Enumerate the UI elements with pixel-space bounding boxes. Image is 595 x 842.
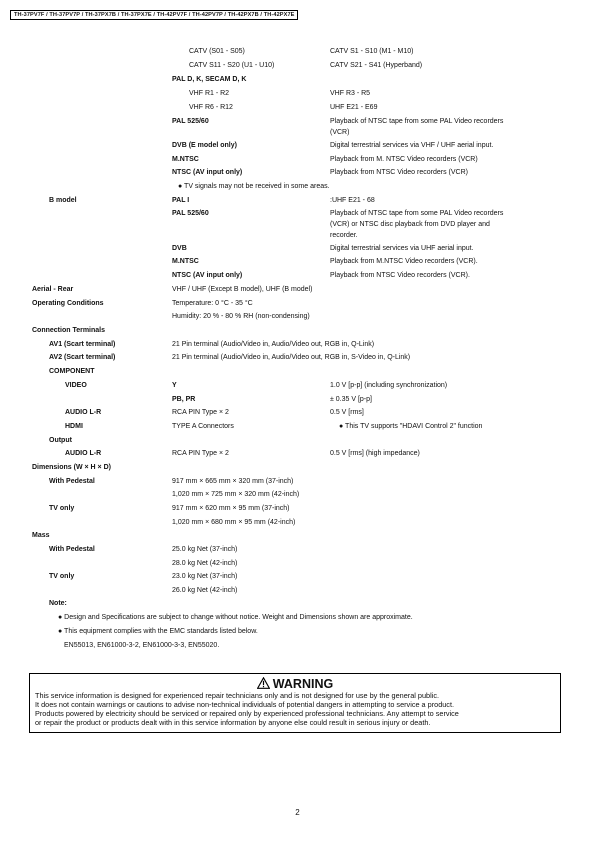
spec-detail: 0.5 V [rms] (high impedance) bbox=[330, 450, 420, 457]
spec-value: Humidity: 20 % - 80 % RH (non-condensing) bbox=[172, 313, 310, 320]
spec-detail: Playback from M.NTSC Video recorders (VCR). bbox=[330, 258, 478, 265]
spec-value: VHF / UHF (Except B model), UHF (B model) bbox=[172, 286, 313, 293]
spec-detail: UHF E21 - E69 bbox=[330, 104, 378, 111]
spec-subheading: PAL D, K, SECAM D, K bbox=[172, 76, 247, 83]
spec-detail: Playback of NTSC tape from some PAL Video recorders bbox=[330, 210, 504, 217]
spec-label: HDMI bbox=[65, 423, 83, 430]
spec-value: 21 Pin terminal (Audio/Video in, Audio/Video out, RGB in, S-Video in, Q-Link) bbox=[172, 354, 411, 361]
spec-detail: ● This TV supports "HDAVI Control 2" function bbox=[339, 423, 483, 430]
spec-detail: Playback of NTSC tape from some PAL Video recorders bbox=[330, 118, 504, 125]
spec-value: 25.0 kg Net (37-inch) bbox=[172, 546, 238, 553]
spec-detail: recorder. bbox=[330, 232, 358, 239]
spec-subheading: PAL 525/60 bbox=[172, 118, 209, 125]
warning-text: This service information is designed for experienced repair technicians only and is not designed for use by the general public. bbox=[35, 691, 439, 700]
spec-detail: CATV S1 - S10 (M1 - M10) bbox=[330, 48, 414, 55]
spec-detail: Playback from NTSC Video recorders (VCR). bbox=[330, 272, 470, 279]
spec-value: RCA PIN Type × 2 bbox=[172, 409, 229, 416]
spec-subheading: NTSC (AV input only) bbox=[172, 169, 243, 176]
spec-subheading: DVB (E model only) bbox=[172, 142, 237, 149]
spec-label: Output bbox=[49, 437, 72, 444]
warning-title-row bbox=[30, 677, 560, 692]
spec-label: With Pedestal bbox=[49, 546, 95, 553]
note-line: ● Design and Specifications are subject to change without notice. Weight and Dimensions shown are approximate. bbox=[58, 614, 413, 621]
spec-label: VIDEO bbox=[65, 382, 87, 389]
spec-detail: CATV S21 - S41 (Hyperband) bbox=[330, 62, 423, 69]
spec-detail: Playback from M. NTSC Video recorders (VCR) bbox=[330, 156, 478, 163]
spec-label: Dimensions (W × H × D) bbox=[32, 464, 111, 471]
spec-label: AV1 (Scart terminal) bbox=[49, 341, 116, 348]
spec-label: TV only bbox=[49, 505, 75, 512]
spec-value: RCA PIN Type × 2 bbox=[172, 450, 229, 457]
spec-detail: Digital terrestrial services via UHF aerial input. bbox=[330, 245, 474, 252]
spec-subheading: PAL 525/60 bbox=[172, 210, 209, 217]
spec-value: VHF R6 - R12 bbox=[189, 104, 233, 111]
spec-detail: (VCR) bbox=[330, 129, 350, 136]
warning-text: Products powered by electricity should be serviced or repaired only by experienced professional technicians. Any attempt to service bbox=[35, 709, 459, 718]
spec-value: 28.0 kg Net (42-inch) bbox=[172, 560, 238, 567]
spec-label: TV only bbox=[49, 573, 75, 580]
warning-box bbox=[29, 673, 561, 733]
spec-label: AUDIO L-R bbox=[65, 450, 102, 457]
spec-label: AV2 (Scart terminal) bbox=[49, 354, 116, 361]
spec-detail: 0.5 V [rms] bbox=[330, 409, 364, 416]
warning-title: WARNING bbox=[272, 677, 334, 691]
spec-label: Operating Conditions bbox=[32, 300, 104, 307]
spec-label: Aerial - Rear bbox=[32, 286, 74, 293]
spec-label: Connection Terminals bbox=[32, 327, 105, 334]
reception-note: ● TV signals may not be received in some areas. bbox=[178, 183, 330, 190]
spec-detail: Playback from NTSC Video recorders (VCR) bbox=[330, 169, 468, 176]
spec-value: Temperature: 0 °C - 35 °C bbox=[172, 300, 253, 307]
spec-subheading: DVB bbox=[172, 245, 187, 252]
spec-detail: :UHF E21 - 68 bbox=[330, 197, 375, 204]
spec-label: COMPONENT bbox=[49, 368, 95, 375]
spec-value: CATV (S01 - S05) bbox=[189, 48, 245, 55]
warning-text: It does not contain warnings or cautions to advise non-technical individuals of potential dangers in attempting to service a product. bbox=[35, 700, 455, 709]
spec-value: 1,020 mm × 725 mm × 320 mm (42-inch) bbox=[172, 491, 300, 498]
spec-subheading: Y bbox=[172, 382, 177, 389]
model-header: TH-37PV7F / TH-37PV7P / TH-37PX7B / TH-37PX7E / TH-42PV7F / TH-42PV7P / TH-42PX7B / TH-42PX7E bbox=[10, 10, 298, 20]
spec-value: CATV S11 - S20 (U1 - U10) bbox=[189, 62, 275, 69]
spec-subheading: PB, PR bbox=[172, 396, 196, 403]
spec-value: 26.0 kg Net (42-inch) bbox=[172, 587, 238, 594]
note-line: ● This equipment complies with the EMC standards listed below. bbox=[58, 628, 258, 635]
warning-text: or repair the product or products dealt with in this service information by anyone else could result in serious injury or death. bbox=[35, 718, 431, 727]
warning-triangle-icon bbox=[257, 677, 270, 692]
spec-label: AUDIO L-R bbox=[65, 409, 102, 416]
note-line: EN55013, EN61000-3-2, EN61000-3-3, EN55020. bbox=[64, 642, 220, 649]
spec-value: 23.0 kg Net (37-inch) bbox=[172, 573, 238, 580]
spec-detail: Digital terrestrial services via VHF / UHF aerial input. bbox=[330, 142, 494, 149]
spec-value: 1,020 mm × 680 mm × 95 mm (42-inch) bbox=[172, 519, 296, 526]
spec-detail: VHF R3 - R5 bbox=[330, 90, 371, 97]
spec-value: TYPE A Connectors bbox=[172, 423, 234, 430]
spec-label: With Pedestal bbox=[49, 478, 95, 485]
spec-detail: (VCR) or NTSC disc playback from DVD player and bbox=[330, 221, 490, 228]
spec-label: Mass bbox=[32, 532, 50, 539]
spec-detail: 1.0 V [p-p] (including synchronization) bbox=[330, 382, 448, 389]
spec-subheading: M.NTSC bbox=[172, 258, 199, 265]
spec-detail: ± 0.35 V [p-p] bbox=[330, 396, 372, 403]
page-number: 2 bbox=[295, 808, 300, 817]
spec-value: 21 Pin terminal (Audio/Video in, Audio/Video out, RGB in, Q-Link) bbox=[172, 341, 375, 348]
spec-value: 917 mm × 620 mm × 95 mm (37-inch) bbox=[172, 505, 290, 512]
spec-label: B model bbox=[49, 197, 77, 204]
spec-value: VHF R1 - R2 bbox=[189, 90, 230, 97]
spec-value: 917 mm × 665 mm × 320 mm (37-inch) bbox=[172, 478, 294, 485]
spec-subheading: PAL I bbox=[172, 197, 190, 204]
spec-label: Note: bbox=[49, 600, 67, 607]
spec-subheading: NTSC (AV input only) bbox=[172, 272, 243, 279]
spec-subheading: M.NTSC bbox=[172, 156, 199, 163]
